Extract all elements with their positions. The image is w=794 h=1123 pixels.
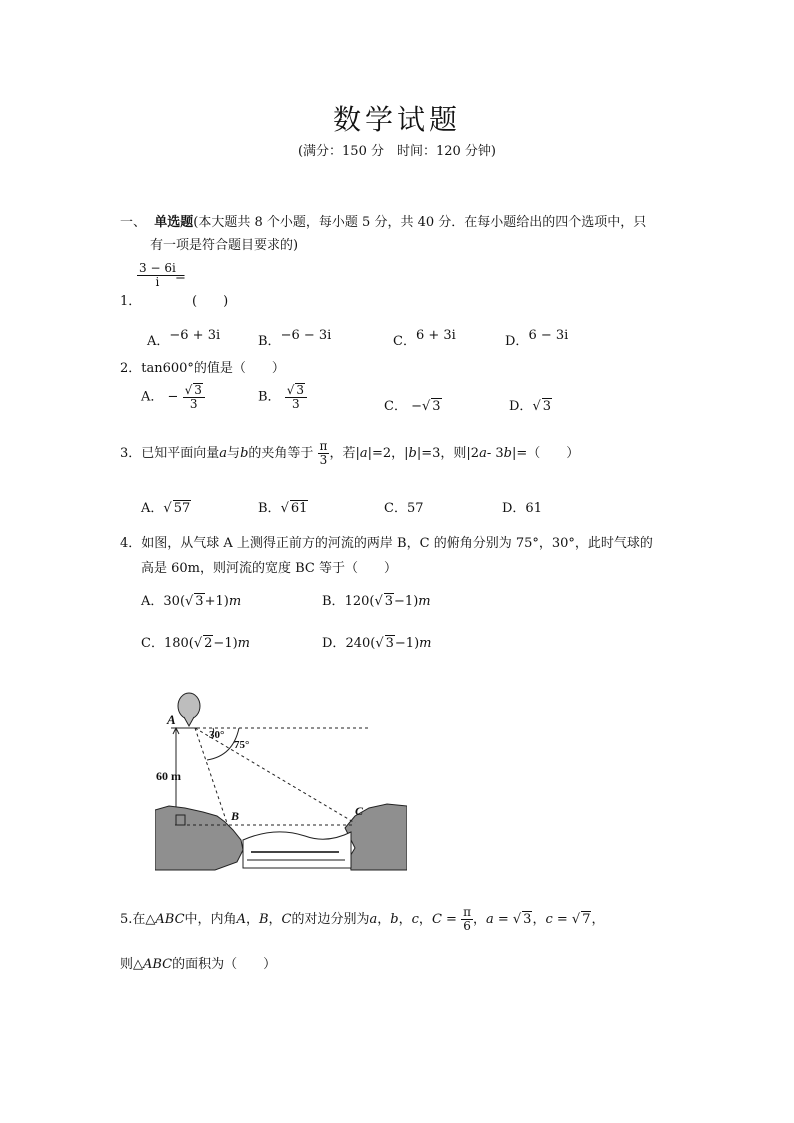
river — [243, 832, 351, 868]
q2-stem: 2．tan600°的值是（ ） — [120, 361, 285, 376]
q1-fraction — [137, 262, 178, 289]
q1-numerator: 3 − 6i — [139, 261, 176, 275]
q5-stem-line1: 5.在△ABC中，内角A，B，C的对边分别为a，b，c，C = $\frac{\pi}{6}$ ，a = √ 3，c = √ 7， — [120, 905, 605, 934]
left-bank — [155, 806, 243, 870]
label-30: 30° — [209, 729, 225, 741]
section-title: 单选题 — [154, 215, 194, 230]
q1-option-b: B．−6 − 3i — [258, 328, 332, 349]
q5-stem-line2: 则△ABC的面积为（ ） — [120, 957, 277, 972]
q2-option-c: C． −√ 3 — [384, 399, 441, 414]
vector-a: a — [219, 446, 228, 462]
q2-option-a: A． − $\frac{√ 3}{3}$ — [141, 383, 205, 411]
q4-stem-line2: 高是 60m，则河流的宽度 BC 等于（ ） — [141, 561, 398, 576]
q3-option-b: B．√ 61 — [258, 501, 308, 516]
q1-equals: = — [175, 270, 186, 285]
label-75: 75° — [234, 739, 250, 751]
label-c: C — [355, 804, 364, 818]
section-desc-line2: 有一项是符合题目要求的) — [150, 238, 299, 253]
q1-answer-paren: ( ) — [192, 294, 229, 309]
q2-option-b: B． $\frac{√ 3}{3}$ — [258, 383, 307, 411]
label-b: B — [231, 809, 240, 823]
q2-option-d: D．√ 3 — [509, 399, 552, 414]
section-desc-line1: (本大题共 8 个小题，每小题 5 分，共 40 分．在每小题给出的四个选项中，只 — [193, 215, 647, 230]
section-number: 一、 — [120, 215, 147, 230]
q3-stem: 3．已知平面向量a与b的夹角等于 $\frac{\pi}{3}$ ，若|a|=2，|b|=3，则|2a- 3b|=（ ） — [120, 439, 580, 468]
q4-figure — [155, 690, 407, 879]
label-a: A — [167, 712, 176, 727]
q1-option-c: C．6 + 3i — [393, 328, 456, 349]
q4-option-b: B．120(√ 3−1)m — [322, 594, 431, 609]
q1-option-d: D．6 − 3i — [505, 328, 569, 349]
q4-option-c: C．180(√ 2−1)m — [141, 636, 250, 651]
q3-option-a: A．√ 57 — [141, 501, 191, 516]
q4-stem-line1: 4．如图，从气球 A 上测得正前方的河流的两岸 B，C 的俯角分别为 75°，30°，此时气球的 — [120, 536, 653, 551]
q3-option-d: D．61 — [502, 501, 542, 516]
q1-denominator: i — [155, 275, 160, 290]
label-height: 60 m — [156, 769, 181, 783]
q1-option-a: A．−6 + 3i — [147, 328, 221, 349]
q4-option-d: D．240(√ 3−1)m — [322, 636, 432, 651]
q3-option-c: C．57 — [384, 501, 424, 516]
q1-number: 1． — [120, 294, 142, 309]
balloon-shape — [178, 693, 200, 719]
exam-subtitle: (满分：150 分 时间：120 分钟) — [297, 144, 497, 159]
section-heading — [120, 212, 646, 234]
vector-b: b — [240, 446, 249, 462]
exam-title: 数学试题 — [332, 103, 461, 136]
q4-option-a: A．30(√ 3+1)m — [141, 594, 242, 609]
